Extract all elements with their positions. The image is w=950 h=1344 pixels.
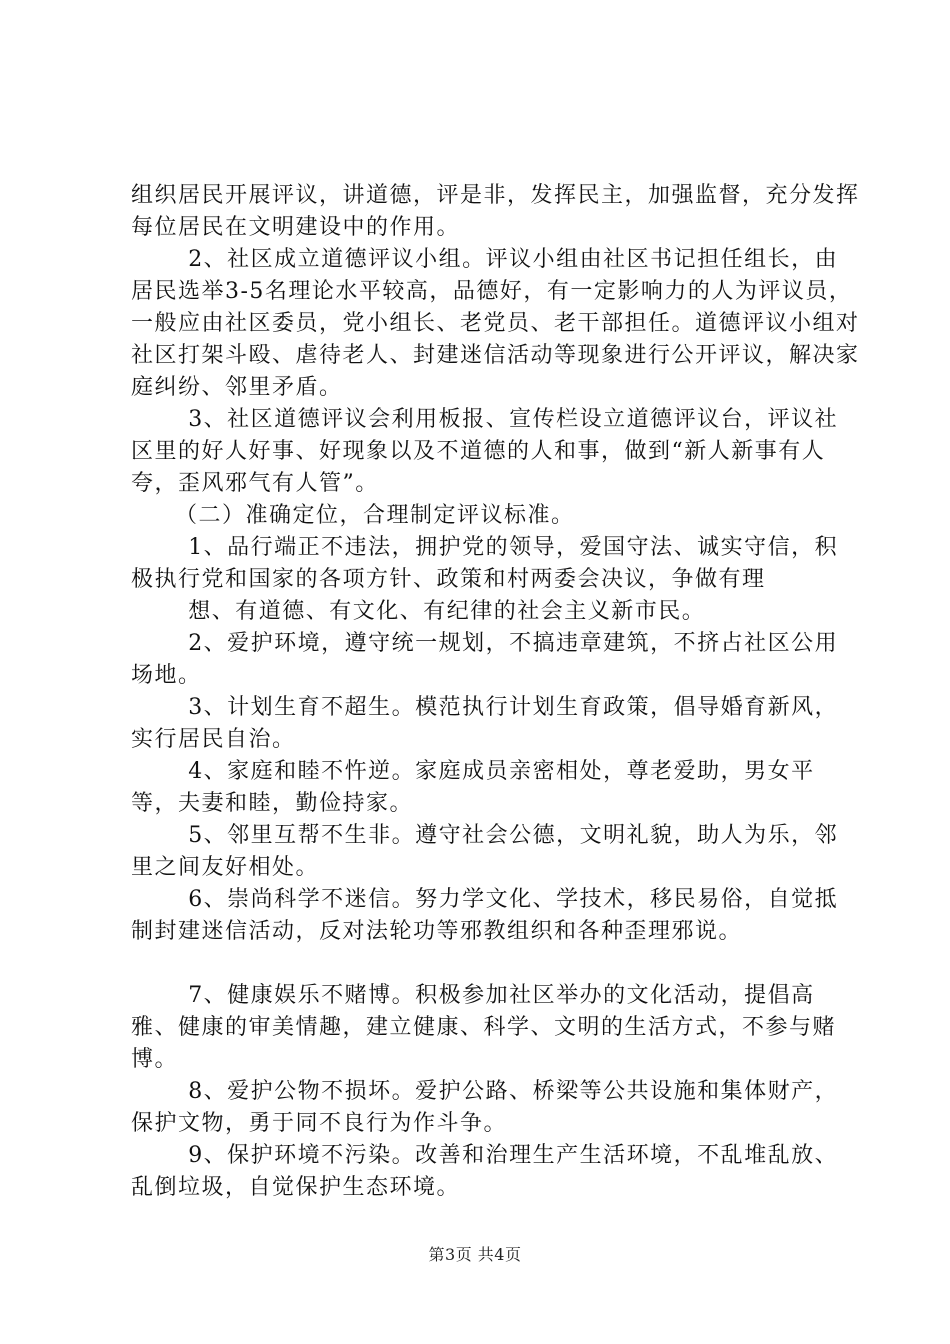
paragraph-item-2-committee: 2、社区成立道德评议小组。评议小组由社区书记担任组长，由居民选举3-5名理论水平较高，品德好，有一定影响力的人为评议员，一般应由社区委员，党小组长、老党员、老干部担任。道德评议小组对社区打架斗殴、虐待老人、封建迷信活动等现象进行公开评议，解决家庭纠纷、邻里矛盾。	[131, 247, 860, 400]
paragraph-standard-6: 6、崇尚科学不迷信。努力学文化、学技术，移民易俗，自觉抵制封建迷信活动，反对法轮功等邪教组织和各种歪理邪说。	[131, 887, 839, 944]
page-number-footer: 第3页 共4页	[428, 1245, 522, 1264]
paragraph-standard-1: 1、品行端正不违法，拥护党的领导，爱国守法、诚实守信，积极执行党和国家的各项方针、政策和村两委会决议，争做有理	[131, 535, 839, 592]
paragraph-standard-1-continuation: 想、有道德、有文化、有纪律的社会主义新市民。	[188, 599, 706, 624]
paragraph-gap	[131, 948, 861, 980]
section-heading-standards: （二）准确定位，合理制定评议标准。	[175, 503, 575, 528]
paragraph-item-3-bulletin: 3、社区道德评议会利用板报、宣传栏设立道德评议台，评议社区里的好人好事、好现象以及不道德的人和事，做到“新人新事有人夸，歪风邪气有人管”。	[131, 407, 839, 496]
paragraph-standard-8: 8、爱护公物不损坏。爱护公路、桥梁等公共设施和集体财产，保护文物，勇于同不良行为作斗争。	[131, 1079, 839, 1136]
paragraph-standard-9: 9、保护环境不污染。改善和治理生产生活环境，不乱堆乱放、乱倒垃圾，自觉保护生态环境。	[131, 1143, 839, 1200]
paragraph-intro-continuation: 组织居民开展评议，讲道德，评是非，发挥民主，加强监督，充分发挥每位居民在文明建设中的作用。	[131, 183, 860, 240]
paragraph-standard-2: 2、爱护环境，遵守统一规划，不搞违章建筑，不挤占社区公用场地。	[131, 631, 839, 688]
paragraph-standard-4: 4、家庭和睦不忤逆。家庭成员亲密相处，尊老爱助，男女平等，夫妻和睦，勤俭持家。	[131, 759, 815, 816]
paragraph-standard-7: 7、健康娱乐不赌博。积极参加社区举办的文化活动，提倡高雅、健康的审美情趣，建立健康、科学、文明的生活方式，不参与赌博。	[131, 983, 837, 1072]
document-body	[131, 180, 861, 1204]
paragraph-standard-5: 5、邻里互帮不生非。遵守社会公德，文明礼貌，助人为乐，邻里之间友好相处。	[131, 823, 839, 880]
paragraph-standard-3: 3、计划生育不超生。模范执行计划生育政策，倡导婚育新风，实行居民自治。	[131, 695, 839, 752]
